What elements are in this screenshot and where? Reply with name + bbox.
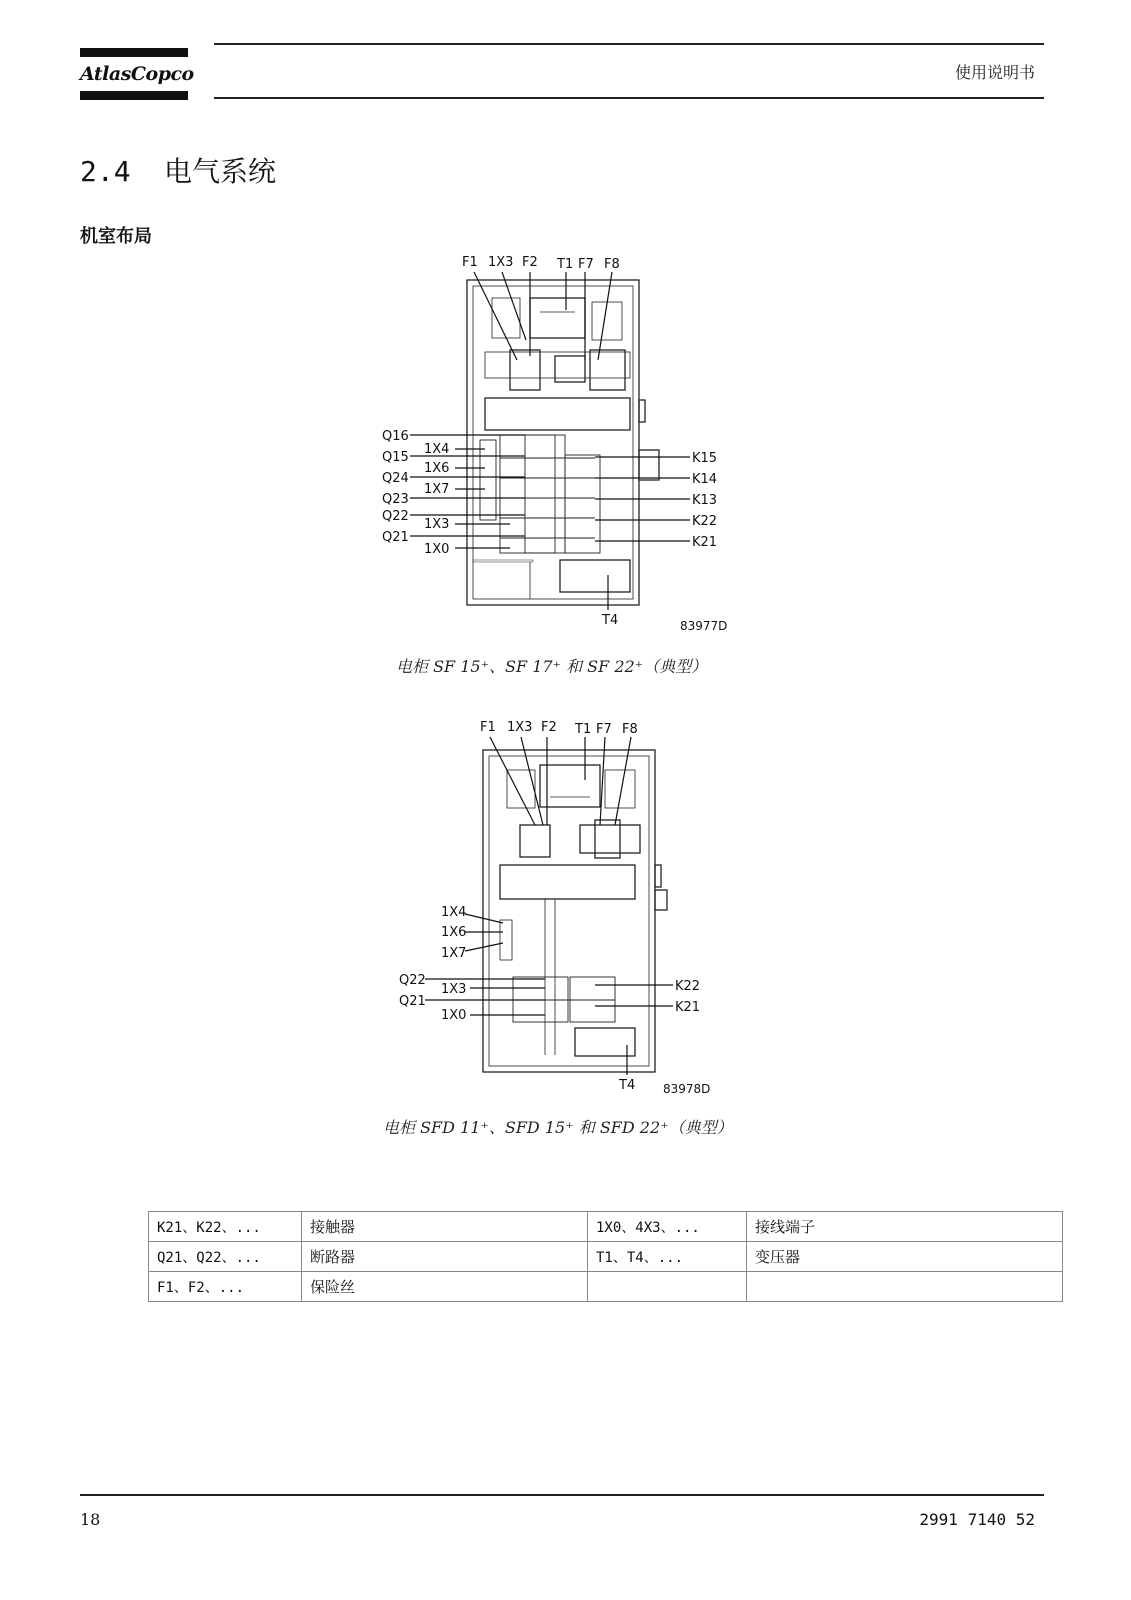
legend-code: Q21、Q22、... bbox=[149, 1242, 302, 1272]
d1-label-1x0: 1X0 bbox=[424, 542, 450, 557]
logo-wordmark: AtlasCopco bbox=[80, 63, 194, 85]
d2-label-f7: F7 bbox=[596, 722, 612, 737]
d1-label-q21: Q21 bbox=[382, 530, 409, 545]
table-row bbox=[149, 1272, 1063, 1302]
legend-description: 变压器 bbox=[747, 1242, 1063, 1272]
d1-label-q15: Q15 bbox=[382, 450, 409, 465]
d1-label-q23: Q23 bbox=[382, 492, 409, 507]
footer-rule bbox=[80, 1494, 1044, 1496]
legend-description: 断路器 bbox=[302, 1242, 588, 1272]
d1-label-1x7: 1X7 bbox=[424, 482, 450, 497]
component-legend-table bbox=[148, 1211, 1063, 1302]
d1-drawing-code: 83977D bbox=[680, 619, 728, 633]
legend-code: T1、T4、... bbox=[588, 1242, 747, 1272]
d2-label-t4: T4 bbox=[619, 1078, 636, 1093]
caption-diagram-2: 电柜 SFD 11⁺、SFD 15⁺ 和 SFD 22⁺（典型） bbox=[383, 1118, 733, 1137]
d1-label-f8: F8 bbox=[604, 257, 620, 272]
section-number: 2.4 bbox=[80, 155, 131, 188]
legend-description bbox=[747, 1272, 1063, 1302]
d1-label-1x4: 1X4 bbox=[424, 442, 450, 457]
d2-label-1x6: 1X6 bbox=[441, 925, 467, 940]
cabinet-diagram-1 bbox=[380, 250, 750, 645]
d2-label-f8: F8 bbox=[622, 722, 638, 737]
d2-label-k21: K21 bbox=[675, 1000, 701, 1015]
d1-label-k15: K15 bbox=[692, 451, 718, 466]
d1-label-t4: T4 bbox=[602, 613, 619, 628]
d2-label-q21: Q21 bbox=[399, 994, 426, 1009]
d1-label-q24: Q24 bbox=[382, 471, 409, 486]
d1-label-1x6: 1X6 bbox=[424, 461, 450, 476]
d1-label-k14: K14 bbox=[692, 472, 718, 487]
header-rule-bottom bbox=[214, 97, 1044, 99]
subheading: 机室布局 bbox=[80, 226, 152, 247]
d2-label-1x3: 1X3 bbox=[507, 720, 533, 735]
section-title: 电气系统 bbox=[164, 155, 277, 188]
d2-label-q22: Q22 bbox=[399, 973, 426, 988]
atlas-copco-logo bbox=[80, 48, 194, 100]
table-row bbox=[149, 1212, 1063, 1242]
d2-drawing-code: 83978D bbox=[663, 1082, 711, 1096]
d1-label-f2: F2 bbox=[522, 255, 538, 270]
legend-description: 接线端子 bbox=[747, 1212, 1063, 1242]
d2-label-1x4: 1X4 bbox=[441, 905, 467, 920]
table-row bbox=[149, 1242, 1063, 1272]
header-rule-top bbox=[214, 43, 1044, 45]
d1-label-k13: K13 bbox=[692, 493, 718, 508]
section-heading bbox=[80, 150, 276, 190]
legend-description: 接触器 bbox=[302, 1212, 588, 1242]
d2-label-1x0: 1X0 bbox=[441, 1008, 467, 1023]
cabinet-diagram-2 bbox=[395, 715, 740, 1100]
page-number: 18 bbox=[80, 1510, 101, 1529]
d1-label-f1: F1 bbox=[462, 255, 478, 270]
d2-label-f1: F1 bbox=[480, 720, 496, 735]
d1-label-f7: F7 bbox=[578, 257, 594, 272]
header-title: 使用说明书 bbox=[954, 63, 1035, 82]
legend-code: F1、F2、... bbox=[149, 1272, 302, 1302]
d2-label-t1: T1 bbox=[575, 722, 592, 737]
legend-code bbox=[588, 1272, 747, 1302]
caption-diagram-1: 电柜 SF 15⁺、SF 17⁺ 和 SF 22⁺（典型） bbox=[396, 657, 708, 676]
legend-description: 保险丝 bbox=[302, 1272, 588, 1302]
d1-label-t1: T1 bbox=[557, 257, 574, 272]
d2-label-1x7: 1X7 bbox=[441, 946, 467, 961]
d1-label-k21: K21 bbox=[692, 535, 718, 550]
d2-label-k22: K22 bbox=[675, 979, 701, 994]
d2-label-f2: F2 bbox=[541, 720, 557, 735]
d1-label-q22: Q22 bbox=[382, 509, 409, 524]
legend-code: K21、K22、... bbox=[149, 1212, 302, 1242]
document-number: 2991 7140 52 bbox=[919, 1510, 1035, 1529]
d1-label-1x3: 1X3 bbox=[488, 255, 514, 270]
legend-code: 1X0、4X3、... bbox=[588, 1212, 747, 1242]
d1-label-q16: Q16 bbox=[382, 429, 409, 444]
d1-label-k22: K22 bbox=[692, 514, 718, 529]
d2-label-1x3-left: 1X3 bbox=[441, 982, 467, 997]
d1-label-1x3-left: 1X3 bbox=[424, 517, 450, 532]
